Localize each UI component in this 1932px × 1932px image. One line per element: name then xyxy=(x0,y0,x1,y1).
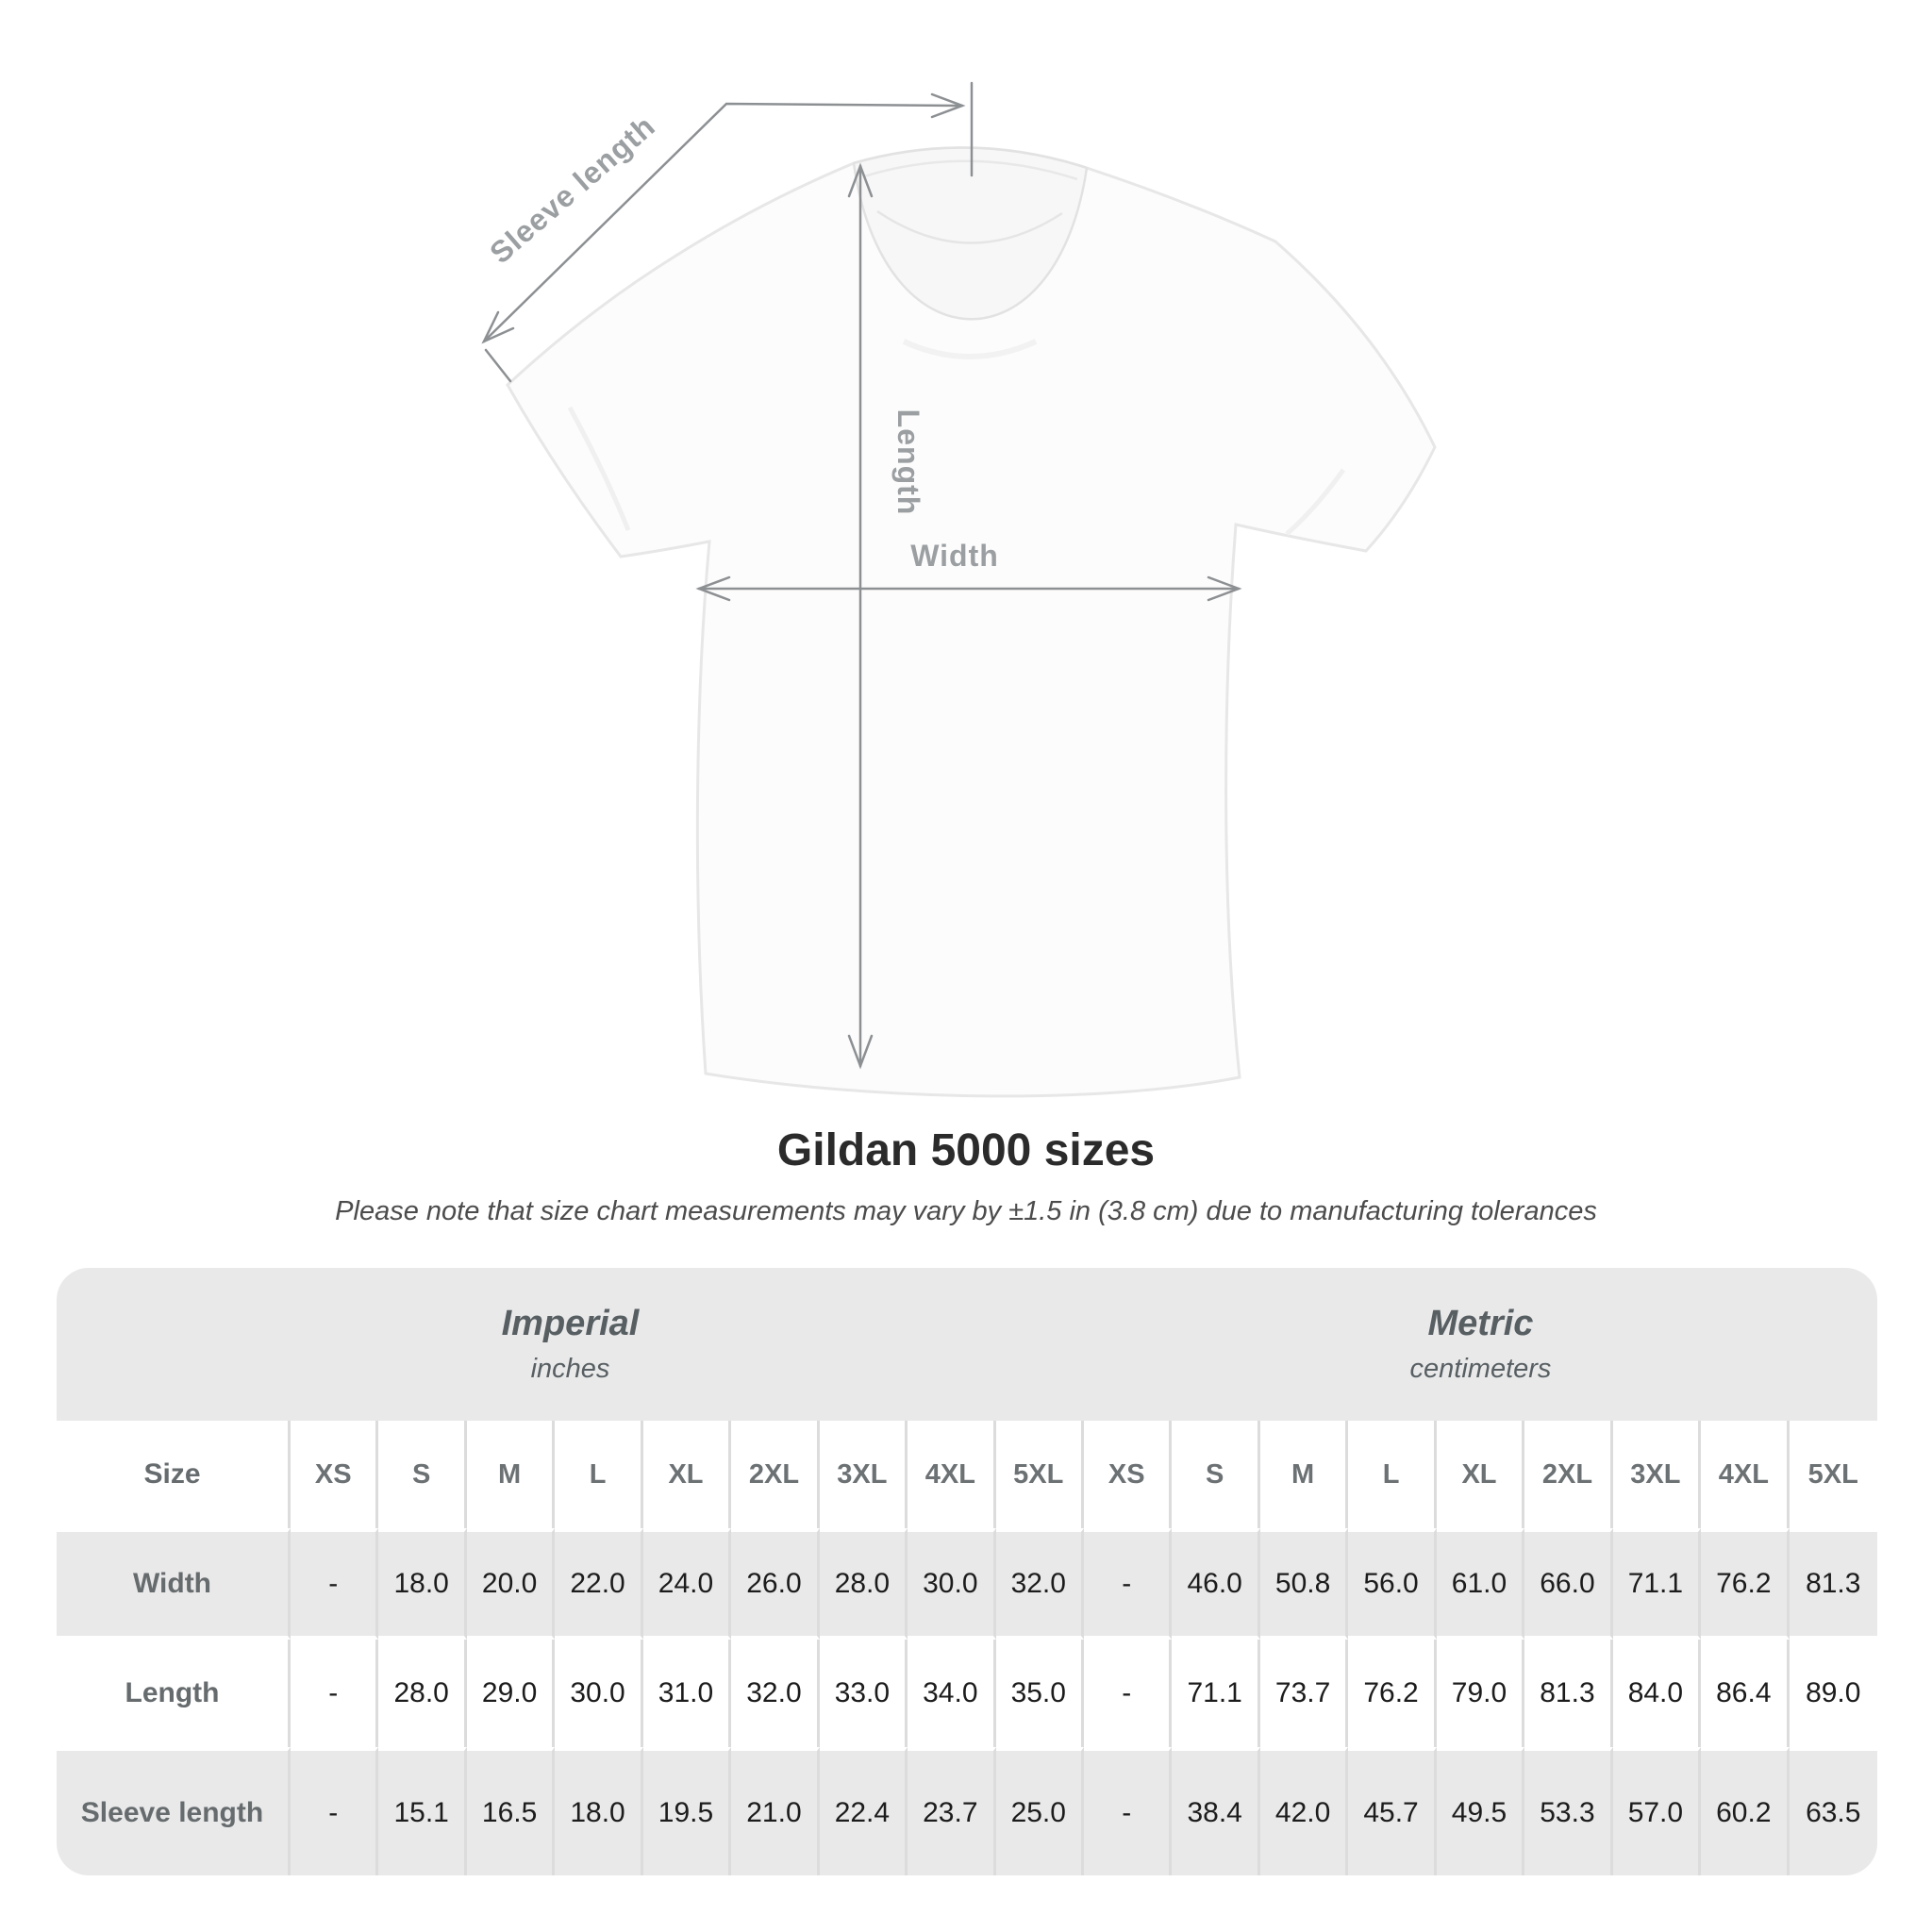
size-col-imp-3xl xyxy=(820,1421,908,1528)
value: 84.0 xyxy=(1627,1677,1684,1708)
length-imp-s xyxy=(378,1640,466,1747)
width-met-l xyxy=(1348,1528,1436,1640)
length-met-4xl xyxy=(1701,1640,1789,1747)
sleeve-met-s xyxy=(1172,1747,1259,1875)
size-col-label: XL xyxy=(1461,1458,1497,1490)
value: - xyxy=(328,1677,339,1708)
tolerance-note: Please note that size chart measurements may vary by ±1.5 in (3.8 cm) due to manufacturing tolerances xyxy=(335,1196,1597,1226)
size-col-label: XL xyxy=(668,1458,704,1490)
size-col-label: 4XL xyxy=(924,1458,975,1490)
length-met-3xl xyxy=(1613,1640,1701,1747)
width-imp-xl xyxy=(643,1528,731,1640)
size-col-met-l xyxy=(1348,1421,1436,1528)
value: 18.0 xyxy=(570,1797,625,1828)
sleeve-met-2xl xyxy=(1524,1747,1612,1875)
size-col-label: 5XL xyxy=(1013,1458,1064,1490)
length-met-s xyxy=(1172,1640,1259,1747)
width-imp-5xl xyxy=(996,1528,1084,1640)
value: 33.0 xyxy=(834,1677,891,1708)
width-imp-xs xyxy=(291,1528,378,1640)
value: 32.0 xyxy=(1010,1568,1066,1599)
size-col-imp-xs xyxy=(291,1421,378,1528)
sleeve-imp-xl xyxy=(643,1747,731,1875)
value: 45.7 xyxy=(1363,1797,1419,1828)
width-imp-l xyxy=(555,1528,642,1640)
value: - xyxy=(1122,1797,1132,1828)
sleeve-met-4xl xyxy=(1701,1747,1789,1875)
size-header-label: Size xyxy=(143,1458,201,1490)
size-col-label: S xyxy=(1205,1458,1224,1490)
length-row-label-cell xyxy=(57,1640,291,1747)
value: 61.0 xyxy=(1451,1568,1507,1599)
size-header-cell xyxy=(57,1421,291,1528)
length-imp-m xyxy=(467,1640,555,1747)
size-col-met-5xl xyxy=(1790,1421,1877,1528)
width-label: Width xyxy=(910,539,999,573)
value: - xyxy=(1122,1677,1132,1708)
sleeve-met-5xl xyxy=(1790,1747,1877,1875)
sleeve-imp-xs xyxy=(291,1747,378,1875)
value: 86.4 xyxy=(1716,1677,1772,1708)
value: 53.3 xyxy=(1540,1797,1595,1828)
value: 28.0 xyxy=(834,1568,891,1599)
value: 50.8 xyxy=(1274,1568,1331,1599)
size-col-imp-xl xyxy=(643,1421,731,1528)
value: 42.0 xyxy=(1274,1797,1331,1828)
value: 15.1 xyxy=(393,1797,449,1828)
value: 24.0 xyxy=(658,1568,714,1599)
metric-unit: centimeters xyxy=(1409,1354,1552,1384)
value: 28.0 xyxy=(393,1677,449,1708)
width-imp-2xl xyxy=(731,1528,819,1640)
width-met-5xl xyxy=(1790,1528,1877,1640)
size-col-label: L xyxy=(1382,1458,1400,1490)
size-col-imp-l xyxy=(555,1421,642,1528)
value: 21.0 xyxy=(746,1797,802,1828)
sleeve-imp-5xl xyxy=(996,1747,1084,1875)
value: 30.0 xyxy=(923,1568,978,1599)
value: 22.4 xyxy=(834,1797,891,1828)
size-col-met-3xl xyxy=(1613,1421,1701,1528)
value: 81.3 xyxy=(1806,1568,1861,1599)
value: - xyxy=(1122,1568,1132,1599)
sleeve-length-label: Sleeve length xyxy=(483,108,662,271)
value: 46.0 xyxy=(1187,1568,1242,1599)
value: 71.1 xyxy=(1187,1677,1242,1708)
value: 81.3 xyxy=(1540,1677,1595,1708)
length-imp-2xl xyxy=(731,1640,819,1747)
value: 56.0 xyxy=(1363,1568,1419,1599)
value: 57.0 xyxy=(1627,1797,1684,1828)
metric-name: Metric xyxy=(1427,1304,1534,1343)
sleeve-imp-2xl xyxy=(731,1747,819,1875)
length-label: Length xyxy=(891,408,925,516)
value: 60.2 xyxy=(1716,1797,1772,1828)
value: 76.2 xyxy=(1716,1568,1772,1599)
value: 22.0 xyxy=(570,1568,625,1599)
value: 20.0 xyxy=(481,1568,538,1599)
value: 16.5 xyxy=(481,1797,538,1828)
length-imp-4xl xyxy=(908,1640,995,1747)
size-table xyxy=(57,1268,1877,1875)
sleeve-met-m xyxy=(1260,1747,1348,1875)
size-col-label: 2XL xyxy=(748,1458,800,1490)
unit-group-imperial xyxy=(57,1268,1084,1421)
value: 66.0 xyxy=(1540,1568,1595,1599)
width-met-2xl xyxy=(1524,1528,1612,1640)
value: 63.5 xyxy=(1806,1797,1861,1828)
length-imp-5xl xyxy=(996,1640,1084,1747)
width-met-xl xyxy=(1437,1528,1524,1640)
value: 29.0 xyxy=(481,1677,538,1708)
length-met-m xyxy=(1260,1640,1348,1747)
value: 71.1 xyxy=(1627,1568,1684,1599)
size-col-met-2xl xyxy=(1524,1421,1612,1528)
size-col-imp-5xl xyxy=(996,1421,1084,1528)
size-col-imp-2xl xyxy=(731,1421,819,1528)
value: 89.0 xyxy=(1806,1677,1861,1708)
value: 35.0 xyxy=(1010,1677,1066,1708)
size-col-label: 2XL xyxy=(1541,1458,1593,1490)
value: 23.7 xyxy=(923,1797,978,1828)
value: 25.0 xyxy=(1010,1797,1066,1828)
size-col-label: 4XL xyxy=(1718,1458,1769,1490)
width-met-xs xyxy=(1084,1528,1172,1640)
length-imp-l xyxy=(555,1640,642,1747)
size-col-label: XS xyxy=(1108,1458,1145,1490)
tshirt-illustration xyxy=(508,148,1435,1096)
size-col-met-m xyxy=(1260,1421,1348,1528)
length-imp-xs xyxy=(291,1640,378,1747)
length-met-5xl xyxy=(1790,1640,1877,1747)
value: 76.2 xyxy=(1363,1677,1419,1708)
value: 32.0 xyxy=(746,1677,802,1708)
size-col-label: S xyxy=(411,1458,431,1490)
size-col-imp-4xl xyxy=(908,1421,995,1528)
size-col-label: L xyxy=(589,1458,607,1490)
sleeve-met-xl xyxy=(1437,1747,1524,1875)
width-imp-m xyxy=(467,1528,555,1640)
row-label: Width xyxy=(132,1568,212,1599)
value: 79.0 xyxy=(1451,1677,1507,1708)
width-imp-s xyxy=(378,1528,466,1640)
size-col-imp-s xyxy=(378,1421,466,1528)
width-imp-4xl xyxy=(908,1528,995,1640)
value: 18.0 xyxy=(393,1568,449,1599)
value: 31.0 xyxy=(658,1677,714,1708)
sleeve-met-l xyxy=(1348,1747,1436,1875)
width-met-m xyxy=(1260,1528,1348,1640)
value: - xyxy=(328,1797,339,1828)
width-met-4xl xyxy=(1701,1528,1789,1640)
size-col-met-4xl xyxy=(1701,1421,1789,1528)
width-imp-3xl xyxy=(820,1528,908,1640)
size-col-label: 3XL xyxy=(837,1458,888,1490)
page-title: Gildan 5000 sizes xyxy=(776,1125,1156,1175)
sleeve-extension-line-cuff xyxy=(486,350,510,381)
sleeve-imp-s xyxy=(378,1747,466,1875)
row-label: Length xyxy=(125,1677,220,1708)
value: 30.0 xyxy=(570,1677,625,1708)
size-col-met-s xyxy=(1172,1421,1259,1528)
length-met-xl xyxy=(1437,1640,1524,1747)
length-imp-xl xyxy=(643,1640,731,1747)
sleeve-imp-4xl xyxy=(908,1747,995,1875)
size-col-label: M xyxy=(498,1458,522,1490)
unit-group-metric xyxy=(1084,1268,1877,1421)
value: 19.5 xyxy=(658,1797,714,1828)
length-imp-3xl xyxy=(820,1640,908,1747)
size-col-label: XS xyxy=(314,1458,352,1490)
length-met-2xl xyxy=(1524,1640,1612,1747)
length-met-l xyxy=(1348,1640,1436,1747)
value: 34.0 xyxy=(923,1677,978,1708)
sleeve-imp-3xl xyxy=(820,1747,908,1875)
sleeve-imp-l xyxy=(555,1747,642,1875)
size-col-label: 5XL xyxy=(1807,1458,1858,1490)
width-row-label-cell xyxy=(57,1528,291,1640)
width-met-s xyxy=(1172,1528,1259,1640)
value: 26.0 xyxy=(746,1568,802,1599)
value: - xyxy=(328,1568,339,1599)
width-met-3xl xyxy=(1613,1528,1701,1640)
value: 73.7 xyxy=(1274,1677,1331,1708)
value: 49.5 xyxy=(1451,1797,1507,1828)
sleeve-met-xs xyxy=(1084,1747,1172,1875)
value: 38.4 xyxy=(1187,1797,1242,1828)
size-col-label: 3XL xyxy=(1630,1458,1681,1490)
sleeve-met-3xl xyxy=(1613,1747,1701,1875)
imperial-unit: inches xyxy=(530,1354,610,1384)
imperial-name: Imperial xyxy=(501,1304,640,1343)
length-met-xs xyxy=(1084,1640,1172,1747)
size-col-met-xs xyxy=(1084,1421,1172,1528)
sleeve-row-label-cell xyxy=(57,1747,291,1875)
row-label: Sleeve length xyxy=(80,1797,264,1828)
size-col-imp-m xyxy=(467,1421,555,1528)
size-col-label: M xyxy=(1291,1458,1315,1490)
size-col-met-xl xyxy=(1437,1421,1524,1528)
sleeve-imp-m xyxy=(467,1747,555,1875)
